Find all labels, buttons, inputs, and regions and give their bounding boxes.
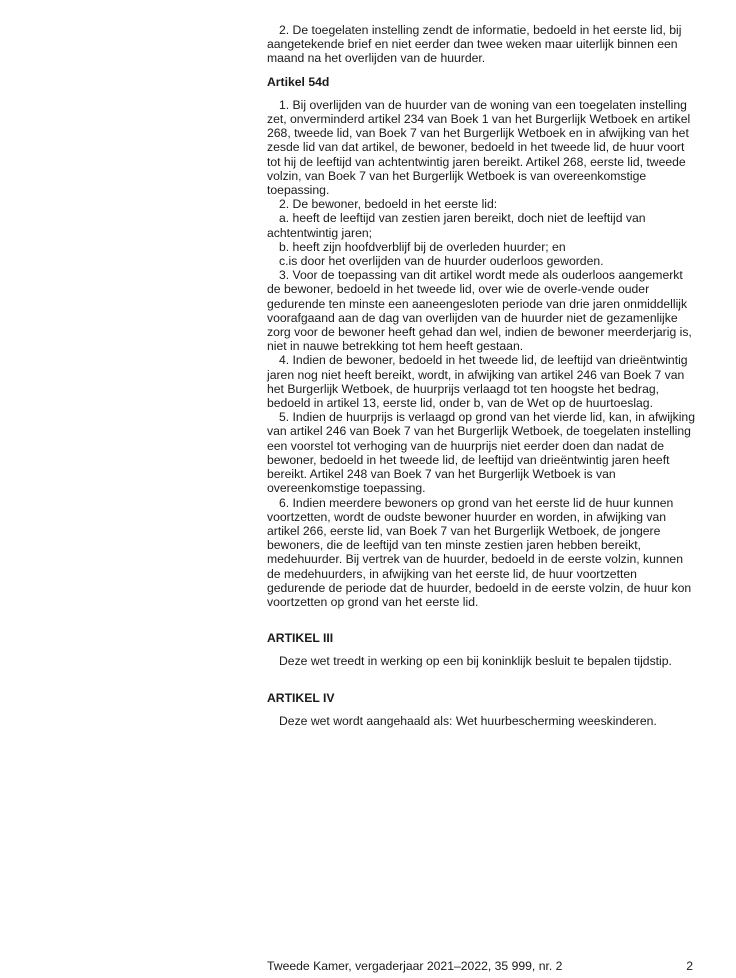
art54d-paragraph-2: 2. De bewoner, bedoeld in het eerste lid: xyxy=(279,197,498,212)
footer-reference: Tweede Kamer, vergaderjaar 2021–2022, 35 999, nr. 2 xyxy=(267,959,563,973)
paragraph-top-2: 2. De toegelaten instelling zendt de informatie, bedoeld in het eerste lid, bij aangetekende brief en niet eerder dan twee weken maar uiterlijk binnen een maand na het overlijden van de huurder. xyxy=(267,23,682,66)
page-number: 2 xyxy=(686,959,693,973)
art54d-paragraph-5: 5. Indien de huurprijs is verlaagd op grond van het vierde lid, kan, in afwijking van artikel 246 van Boek 7 van het Burgerlijk Wetboek, de toegelaten instelling een voorstel tot verhoging van de huurprijs niet eerder doen dan nadat de bewoner, bedoeld in het tweede lid, de leeftijd van drieëntwintig jaren heeft bereikt. Artikel 248 van Boek 7 van het Burgerlijk Wetboek is van overeenkomstige toepassing. xyxy=(267,410,695,496)
art54d-item-b: b. heeft zijn hoofdverblijf bij de overleden huurder; en xyxy=(279,239,566,254)
art54d-paragraph-1: 1. Bij overlijden van de huurder van de woning van een toegelaten instelling zet, onverminderd artikel 234 van Boek 1 van het Burgerlijk Wetboek en artikel 268, tweede lid, van Boek 7 van het Burgerlijk Wetboek en in afwijking van het zesde lid van dat artikel, de bewoner, bedoeld in het tweede lid, de huur voort tot hij de leeftijd van achtentwintig jaren bereikt. Artikel 268, eerste lid, tweede volzin, van Boek 7 van het Burgerlijk Wetboek is van overeenkomstige toepassing. xyxy=(267,97,691,198)
heading-artikel-54d: Artikel 54d xyxy=(267,74,330,89)
page-footer xyxy=(267,959,693,973)
artikel-iii-text: Deze wet treedt in werking op een bij koninklijk besluit te bepalen tijdstip. xyxy=(279,654,672,669)
artikel-iv-text: Deze wet wordt aangehaald als: Wet huurbescherming weeskinderen. xyxy=(279,713,657,728)
art54d-paragraph-4: 4. Indien de bewoner, bedoeld in het tweede lid, de leeftijd van drieëntwintig jaren nog niet heeft bereikt, wordt, in afwijking van artikel 246 van Boek 7 van het Burgerlijk Wetboek, de huurprijs verlaagd tot ten hoogste het bedrag, bedoeld in artikel 13, eerste lid, onder b, van de Wet op de huurtoeslag. xyxy=(267,353,688,411)
heading-artikel-iii: ARTIKEL III xyxy=(267,631,334,646)
art54d-paragraph-6: 6. Indien meerdere bewoners op grond van het eerste lid de huur kunnen voortzetten, wordt de oudste bewoner huurder en worden, in afwijking van artikel 266, eerste lid, van Boek 7 van het Burgerlijk Wetboek, de jongere bewoners, die de leeftijd van ten minste zestien jaren hebben bereikt, medehuurder. Bij vertrek van de huurder, bedoeld in de eerste volzin, kunnen de medehuurders, in afwijking van het eerste lid, de huur voortzetten gedurende de periode dat de huurder, bedoeld in de eerste volzin, de huur kon voortzetten op grond van het eerste lid. xyxy=(267,495,692,609)
art54d-item-a: a. heeft de leeftijd van zestien jaren bereikt, doch niet de leeftijd van achtentwintig jaren; xyxy=(267,211,646,240)
document-body xyxy=(267,23,695,728)
heading-artikel-iv: ARTIKEL IV xyxy=(267,690,335,705)
art54d-paragraph-3: 3. Voor de toepassing van dit artikel wordt mede als ouderloos aangemerkt de bewoner, bedoeld in het tweede lid, over wie de overle-vende ouder gedurende ten minste een aaneengesloten periode van drie jaren onmiddellijk voorafgaand aan de dag van overlijden van de huurder niet de gezamenlijke zorg voor de bewoner heeft gehad dan wel, indien de bewoner meerderjarig is, niet in nauwe betrekking tot hem heeft gestaan. xyxy=(267,268,692,354)
art54d-item-c: c.is door het overlijden van de huurder ouderloos geworden. xyxy=(279,254,604,269)
